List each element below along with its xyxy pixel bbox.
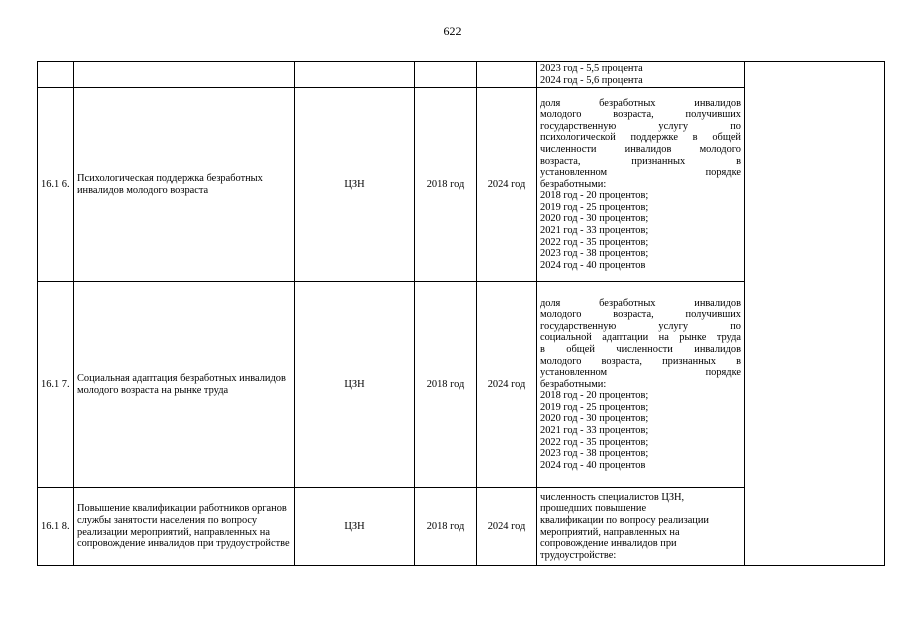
executor xyxy=(295,62,415,88)
row-number: 16.1 6. xyxy=(38,88,74,282)
indicator-line: 2021 год - 33 процентов; xyxy=(540,225,649,237)
measure-name xyxy=(74,62,295,88)
indicator-line: в общей численности инвалидов xyxy=(540,343,741,355)
indicator-line: молодого возраста, получивших xyxy=(540,309,741,321)
indicator-line: безработными: xyxy=(540,178,607,190)
end-year: 2024 год xyxy=(477,488,537,566)
executor: ЦЗН xyxy=(295,488,415,566)
indicator-line: 2024 год - 40 процентов xyxy=(540,459,646,471)
end-year xyxy=(477,62,537,88)
indicator-line: 2023 год - 38 процентов; xyxy=(540,448,649,460)
indicator-line: 2020 год - 30 процентов; xyxy=(540,213,649,225)
indicator-line: установленном порядке xyxy=(540,367,741,379)
indicator-line: 2019 год - 25 процентов; xyxy=(540,201,649,213)
row-number: 16.1 8. xyxy=(38,488,74,566)
table-row xyxy=(38,62,885,88)
start-year: 2018 год xyxy=(415,282,477,488)
indicator-line: доля безработных инвалидов xyxy=(540,297,741,309)
measure-name: Социальная адаптация безработных инвалидов молодого возраста на рынке труда xyxy=(74,282,295,488)
indicator-line: численность специалистов ЦЗН, xyxy=(540,491,685,503)
notes-cell xyxy=(745,62,885,566)
executor: ЦЗН xyxy=(295,282,415,488)
indicator-line: возраста, признанных в xyxy=(540,155,741,167)
start-year: 2018 год xyxy=(415,88,477,282)
indicator-line: 2018 год - 20 процентов; xyxy=(540,390,649,402)
measure-name: Повышение квалификации работников органов службы занятости населения по вопросу реализации мероприятий, направленных на сопровождение инвалидов при трудоустройстве xyxy=(74,488,295,566)
indicator-line: 2022 год - 35 процентов; xyxy=(540,236,649,248)
indicator-line: 2024 год - 40 процентов xyxy=(540,259,646,271)
indicator-line: 2019 год - 25 процентов; xyxy=(540,401,649,413)
page-number: 622 xyxy=(443,24,462,38)
indicator-cell xyxy=(537,88,745,282)
indicator-line: прошедших повышение xyxy=(540,503,647,515)
measure-name: Психологическая поддержка безработных инвалидов молодого возраста xyxy=(74,88,295,282)
executor: ЦЗН xyxy=(295,88,415,282)
end-year: 2024 год xyxy=(477,282,537,488)
row-number: 16.1 7. xyxy=(38,282,74,488)
indicator-line: 2024 год - 5,6 процента xyxy=(540,74,643,86)
indicator-line: сопровождение инвалидов при xyxy=(540,538,677,550)
indicator-line: государственную услугу по xyxy=(540,320,741,332)
indicator-line: установленном порядке xyxy=(540,167,741,179)
indicator-line: 2020 год - 30 процентов; xyxy=(540,413,649,425)
end-year: 2024 год xyxy=(477,88,537,282)
indicator-line: 2018 год - 20 процентов; xyxy=(540,190,649,202)
indicator-line: государственную услугу по xyxy=(540,120,741,132)
row-number xyxy=(38,62,74,88)
indicator-cell xyxy=(537,282,745,488)
indicator-line: молодого возраста, признанных в xyxy=(540,355,741,367)
indicator-line: трудоустройстве: xyxy=(540,549,617,561)
indicator-cell xyxy=(537,488,745,566)
measures-table xyxy=(37,61,885,566)
indicator-line: 2023 год - 5,5 процента xyxy=(540,62,643,74)
indicator-line: 2021 год - 33 процентов; xyxy=(540,425,649,437)
indicator-line: квалификации по вопросу реализации xyxy=(540,514,709,526)
indicator-line: доля безработных инвалидов xyxy=(540,97,741,109)
indicator-line: социальной адаптации на рынке труда xyxy=(540,332,741,344)
indicator-line: численности инвалидов молодого xyxy=(540,143,741,155)
indicator-line: мероприятий, направленных на xyxy=(540,526,680,538)
start-year xyxy=(415,62,477,88)
indicator-line: безработными: xyxy=(540,378,607,390)
indicator-line: молодого возраста, получивших xyxy=(540,109,741,121)
start-year: 2018 год xyxy=(415,488,477,566)
indicator-line: психологической поддержке в общей xyxy=(540,132,741,144)
indicator-line: 2022 год - 35 процентов; xyxy=(540,436,649,448)
indicator-line: 2023 год - 38 процентов; xyxy=(540,248,649,260)
indicator-cell xyxy=(537,62,745,88)
